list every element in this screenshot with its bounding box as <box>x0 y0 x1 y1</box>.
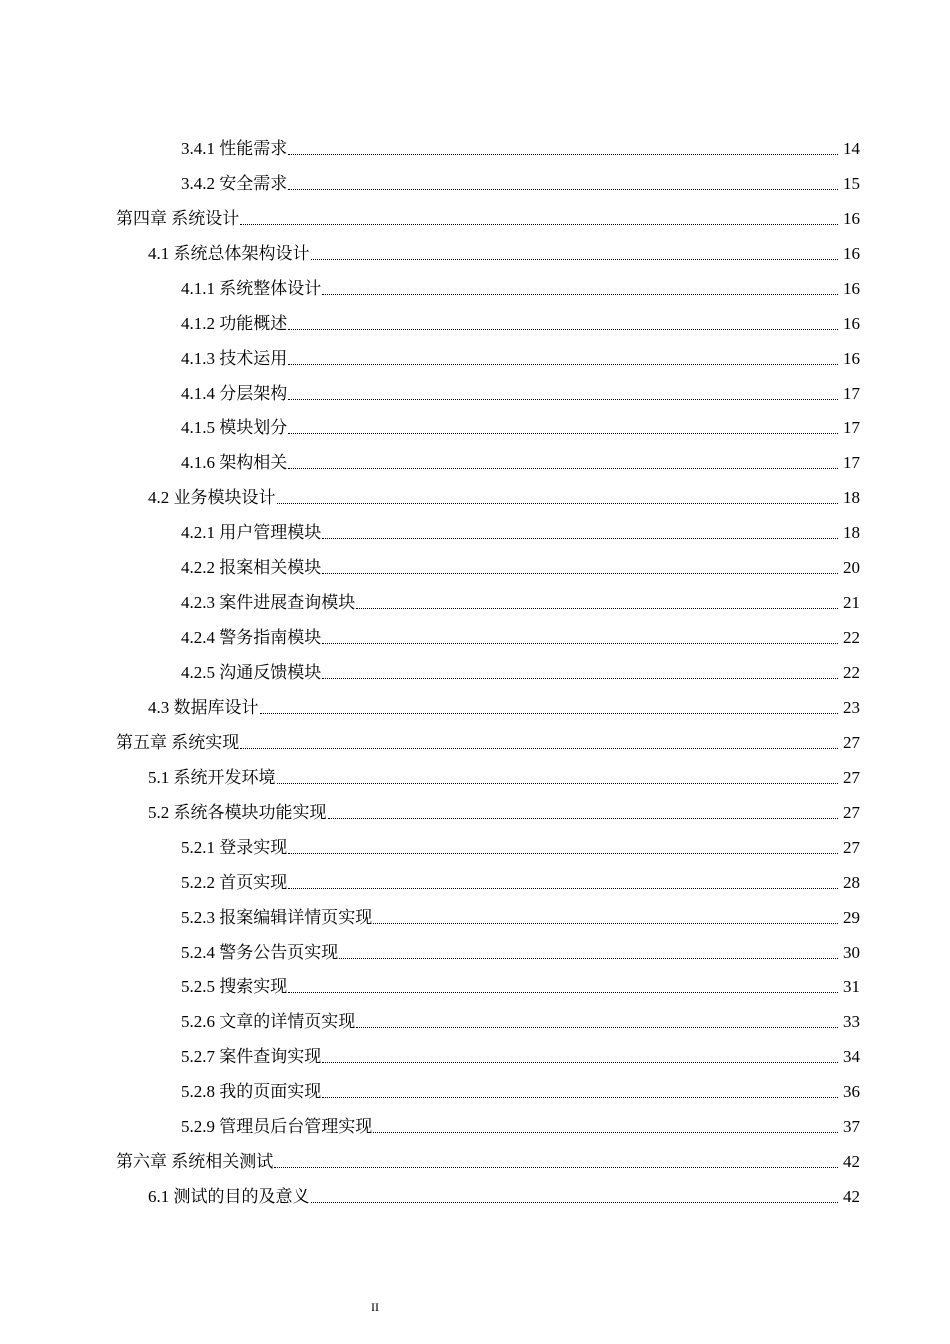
toc-entry-page-number: 34 <box>843 1047 860 1067</box>
toc-dot-leader <box>260 713 839 714</box>
toc-dot-leader <box>288 992 838 993</box>
toc-entry[interactable] <box>0 1179 950 1214</box>
toc-dot-leader <box>288 189 838 190</box>
toc-entry-page-number: 22 <box>843 628 860 648</box>
toc-entry-page-number: 42 <box>843 1152 860 1172</box>
toc-entry-label: 5.2.7 案件查询实现 <box>181 1047 322 1067</box>
toc-entry-page-number: 16 <box>843 348 860 368</box>
toc-entry-label: 5.2 系统各模块功能实现 <box>148 802 327 822</box>
toc-dot-leader <box>322 294 838 295</box>
toc-entry[interactable] <box>0 900 950 935</box>
toc-entry-label: 4.1.3 技术运用 <box>181 348 288 368</box>
toc-dot-leader <box>277 503 839 504</box>
toc-entry[interactable] <box>0 1074 950 1109</box>
toc-entry-label: 4.1.6 架构相关 <box>181 453 288 473</box>
toc-entry-label: 4.1.1 系统整体设计 <box>181 278 322 298</box>
toc-dot-leader <box>322 678 838 679</box>
toc-entry[interactable] <box>0 1144 950 1179</box>
page-number: II <box>371 1300 379 1314</box>
toc-entry-label: 5.2.6 文章的详情页实现 <box>181 1012 356 1032</box>
toc-entry[interactable] <box>0 1039 950 1074</box>
toc-dot-leader <box>288 888 838 889</box>
toc-entry-page-number: 37 <box>843 1117 860 1137</box>
toc-dot-leader <box>322 573 838 574</box>
toc-entry-page-number: 27 <box>843 767 860 787</box>
toc-entry-page-number: 28 <box>843 872 860 892</box>
toc-entry[interactable] <box>0 655 950 690</box>
toc-dot-leader <box>356 608 838 609</box>
toc-entry[interactable] <box>0 760 950 795</box>
toc-entry-label: 4.2.5 沟通反馈模块 <box>181 663 322 683</box>
toc-entry-label: 4.2.1 用户管理模块 <box>181 523 322 543</box>
toc-dot-leader <box>288 433 838 434</box>
toc-entry-label: 4.2.2 报案相关模块 <box>181 558 322 578</box>
toc-entry[interactable] <box>0 376 950 411</box>
toc-entry[interactable] <box>0 1004 950 1039</box>
toc-entry[interactable] <box>0 515 950 550</box>
toc-entry-page-number: 17 <box>843 383 860 403</box>
toc-entry[interactable] <box>0 970 950 1005</box>
toc-entry[interactable] <box>0 480 950 515</box>
toc-entry-page-number: 17 <box>843 453 860 473</box>
toc-dot-leader <box>288 329 838 330</box>
toc-entry[interactable] <box>0 411 950 446</box>
toc-entry-page-number: 30 <box>843 942 860 962</box>
toc-dot-leader <box>322 538 838 539</box>
toc-entry[interactable] <box>0 131 950 166</box>
toc-entry-label: 5.2.1 登录实现 <box>181 837 288 857</box>
toc-entry[interactable] <box>0 166 950 201</box>
toc-entry-page-number: 27 <box>843 732 860 752</box>
toc-dot-leader <box>240 224 838 225</box>
toc-entry-label: 3.4.2 安全需求 <box>181 173 288 193</box>
toc-dot-leader <box>322 643 838 644</box>
toc-entry-label: 5.2.3 报案编辑详情页实现 <box>181 907 373 927</box>
toc-entry-page-number: 15 <box>843 173 860 193</box>
toc-entry[interactable] <box>0 201 950 236</box>
toc-entry[interactable] <box>0 585 950 620</box>
toc-entry-label: 第五章 系统实现 <box>116 732 240 752</box>
toc-dot-leader <box>356 1027 838 1028</box>
toc-dot-leader <box>274 1167 838 1168</box>
toc-entry-page-number: 27 <box>843 837 860 857</box>
toc-entry-label: 4.1 系统总体架构设计 <box>148 243 310 263</box>
toc-entry[interactable] <box>0 306 950 341</box>
toc-dot-leader <box>373 923 838 924</box>
toc-entry[interactable] <box>0 935 950 970</box>
table-of-contents <box>0 131 950 1214</box>
toc-entry-label: 5.2.4 警务公告页实现 <box>181 942 339 962</box>
toc-entry[interactable] <box>0 1109 950 1144</box>
toc-entry[interactable] <box>0 865 950 900</box>
toc-entry-page-number: 42 <box>843 1187 860 1207</box>
toc-entry-page-number: 27 <box>843 802 860 822</box>
toc-entry-label: 4.1.4 分层架构 <box>181 383 288 403</box>
toc-entry-page-number: 21 <box>843 593 860 613</box>
toc-entry-label: 3.4.1 性能需求 <box>181 138 288 158</box>
toc-entry[interactable] <box>0 236 950 271</box>
toc-entry[interactable] <box>0 830 950 865</box>
toc-dot-leader <box>240 748 838 749</box>
toc-entry-label: 5.1 系统开发环境 <box>148 767 276 787</box>
toc-entry[interactable] <box>0 341 950 376</box>
toc-dot-leader <box>277 783 839 784</box>
toc-entry-page-number: 23 <box>843 697 860 717</box>
toc-entry-label: 5.2.8 我的页面实现 <box>181 1082 322 1102</box>
toc-dot-leader <box>339 958 838 959</box>
toc-entry[interactable] <box>0 445 950 480</box>
toc-entry-label: 4.2.3 案件进展查询模块 <box>181 593 356 613</box>
toc-entry-label: 第四章 系统设计 <box>116 208 240 228</box>
toc-entry-page-number: 29 <box>843 907 860 927</box>
toc-entry-page-number: 36 <box>843 1082 860 1102</box>
toc-dot-leader <box>288 468 838 469</box>
toc-entry-label: 4.2 业务模块设计 <box>148 488 276 508</box>
toc-dot-leader <box>373 1132 838 1133</box>
toc-entry-label: 6.1 测试的目的及意义 <box>148 1187 310 1207</box>
toc-entry-page-number: 16 <box>843 278 860 298</box>
toc-dot-leader <box>311 259 839 260</box>
toc-dot-leader <box>288 154 838 155</box>
toc-dot-leader <box>322 1097 838 1098</box>
toc-dot-leader <box>311 1202 839 1203</box>
toc-entry-label: 4.1.2 功能概述 <box>181 313 288 333</box>
toc-entry[interactable] <box>0 725 950 760</box>
toc-entry[interactable] <box>0 795 950 830</box>
toc-entry-page-number: 16 <box>843 313 860 333</box>
toc-entry[interactable] <box>0 550 950 585</box>
toc-dot-leader <box>322 1062 838 1063</box>
toc-entry-page-number: 16 <box>843 208 860 228</box>
toc-entry-page-number: 17 <box>843 418 860 438</box>
toc-entry-page-number: 31 <box>843 977 860 997</box>
toc-entry-label: 4.1.5 模块划分 <box>181 418 288 438</box>
toc-dot-leader <box>288 853 838 854</box>
toc-entry[interactable] <box>0 271 950 306</box>
toc-entry[interactable] <box>0 690 950 725</box>
toc-entry-page-number: 33 <box>843 1012 860 1032</box>
toc-dot-leader <box>288 364 838 365</box>
toc-entry-label: 5.2.5 搜索实现 <box>181 977 288 997</box>
toc-entry-page-number: 22 <box>843 663 860 683</box>
toc-entry-page-number: 18 <box>843 488 860 508</box>
toc-entry-label: 5.2.9 管理员后台管理实现 <box>181 1117 373 1137</box>
toc-entry-label: 4.3 数据库设计 <box>148 697 259 717</box>
toc-dot-leader <box>288 399 838 400</box>
toc-entry-page-number: 16 <box>843 243 860 263</box>
toc-entry-label: 4.2.4 警务指南模块 <box>181 628 322 648</box>
toc-entry-page-number: 20 <box>843 558 860 578</box>
toc-entry[interactable] <box>0 620 950 655</box>
toc-entry-label: 第六章 系统相关测试 <box>116 1152 274 1172</box>
toc-entry-page-number: 14 <box>843 138 860 158</box>
toc-dot-leader <box>328 818 839 819</box>
toc-entry-label: 5.2.2 首页实现 <box>181 872 288 892</box>
toc-entry-page-number: 18 <box>843 523 860 543</box>
